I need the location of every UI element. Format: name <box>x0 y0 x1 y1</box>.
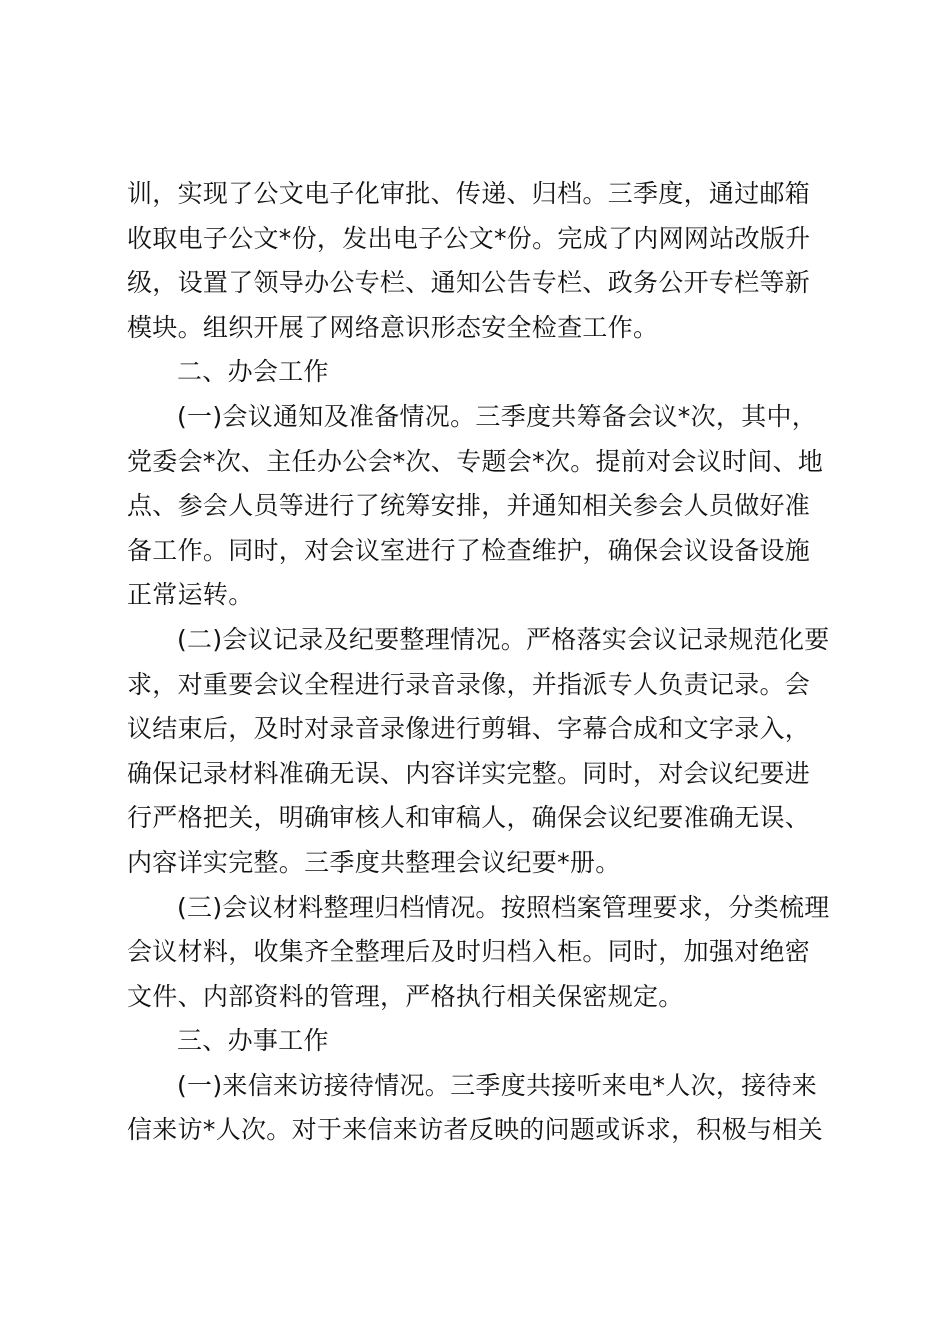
paragraph-start: (二)会议记录及纪要整理情况。严格落实会议记录规范化要 <box>177 624 830 654</box>
text-line: 收取电子公文*份，发出电子公文*份。完成了内网网站改版升 <box>127 223 811 253</box>
paragraph-start: (三)会议材料整理归档情况。按照档案管理要求，分类梳理 <box>177 892 830 922</box>
text-line: 行严格把关，明确审核人和审稿人，确保会议纪要准确无误、 <box>127 803 811 833</box>
section-heading: 二、办会工作 <box>177 357 329 387</box>
text-line: 训，实现了公文电子化审批、传递、归档。三季度，通过邮箱 <box>127 179 811 208</box>
text-line: 文件、内部资料的管理，严格执行相关保密规定。 <box>127 981 684 1011</box>
text-line: 内容详实完整。三季度共整理会议纪要*册。 <box>127 847 621 877</box>
text-line: 确保记录材料准确无误、内容详实完整。同时，对会议纪要进 <box>127 758 811 788</box>
text-line: 备工作。同时，对会议室进行了检查维护，确保会议设备设施 <box>127 535 811 565</box>
text-line: 正常运转。 <box>127 580 254 610</box>
text-line: 模块。组织开展了网络意识形态安全检查工作。 <box>127 312 659 342</box>
text-line: 党委会*次、主任办公会*次、专题会*次。提前对会议时间、地 <box>127 446 824 476</box>
text-line: 求，对重要会议全程进行录音录像，并指派专人负责记录。会 <box>127 669 811 699</box>
text-line: 信来访*人次。对于来信来访者反映的问题或诉求，积极与相关 <box>127 1115 823 1145</box>
text-line: 级，设置了领导办公专栏、通知公告专栏、政务公开专栏等新 <box>127 268 811 298</box>
paragraph-start: (一)会议通知及准备情况。三季度共筹备会议*次，其中， <box>177 401 818 431</box>
document-body <box>127 172 830 1153</box>
text-line: 议结束后，及时对录音录像进行剪辑、字幕合成和文字录入， <box>127 714 811 744</box>
text-line: 会议材料，收集齐全整理后及时归档入柜。同时，加强对绝密 <box>127 937 811 967</box>
paragraph-start: (一)来信来访接待情况。三季度共接听来电*人次，接待来 <box>177 1070 818 1100</box>
text-line: 点、参会人员等进行了统筹安排，并通知相关参会人员做好准 <box>127 491 811 521</box>
section-heading: 三、办事工作 <box>177 1026 329 1056</box>
